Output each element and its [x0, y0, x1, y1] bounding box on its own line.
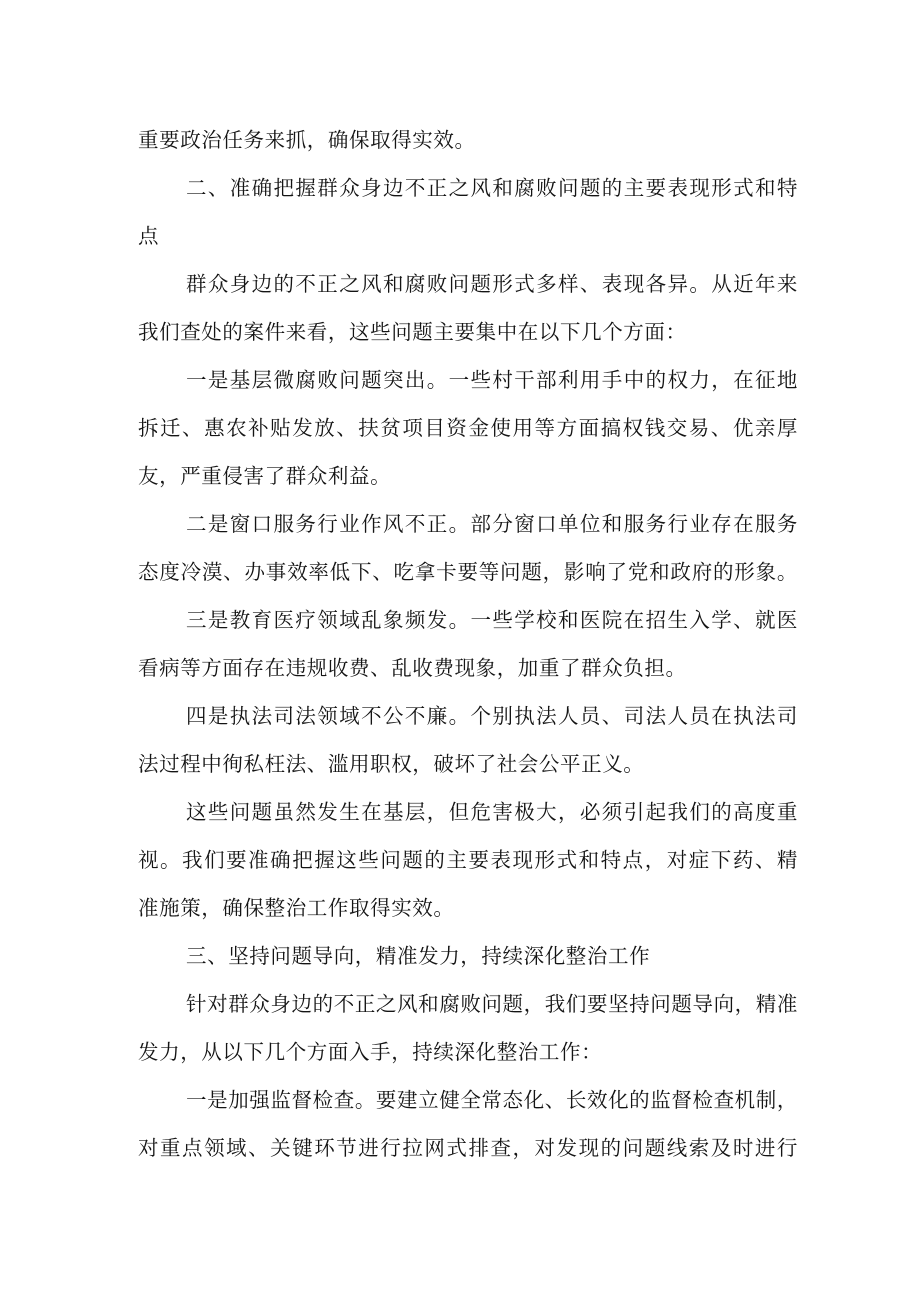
text-line: 一是加强监督检查。要建立健全常态化、长效化的监督检查机制，: [186, 1088, 798, 1112]
text-line: 四是执法司法领域不公不廉。个别执法人员、司法人员在执法司: [186, 704, 798, 728]
text-line: 一是基层微腐败问题突出。一些村干部利用手中的权力，在征地: [186, 368, 798, 392]
section-heading-2: 二、准确把握群众身边不正之风和腐败问题的主要表现形式和特: [186, 176, 798, 200]
section-heading-2-cont: 点: [138, 224, 160, 248]
text-line: 重要政治任务来抓，确保取得实效。: [138, 128, 476, 152]
text-line: 针对群众身边的不正之风和腐败问题，我们要坚持问题导向，精准: [186, 992, 798, 1016]
text-line: 友，严重侵害了群众利益。: [138, 464, 392, 488]
text-line: 三是教育医疗领域乱象频发。一些学校和医院在招生入学、就医: [186, 608, 798, 632]
text-line: 这些问题虽然发生在基层，但危害极大，必须引起我们的高度重: [186, 800, 798, 824]
section-heading-3: 三、坚持问题导向，精准发力，持续深化整治工作: [186, 944, 651, 968]
text-line: 拆迁、惠农补贴发放、扶贫项目资金使用等方面搞权钱交易、优亲厚: [138, 416, 798, 440]
text-line: 发力，从以下几个方面入手，持续深化整治工作：: [138, 1040, 603, 1064]
text-line: 视。我们要准确把握这些问题的主要表现形式和特点，对症下药、精: [138, 848, 798, 872]
text-line: 准施策，确保整治工作取得实效。: [138, 896, 455, 920]
text-line: 二是窗口服务行业作风不正。部分窗口单位和服务行业存在服务: [186, 512, 798, 536]
text-line: 看病等方面存在违规收费、乱收费现象，加重了群众负担。: [138, 656, 687, 680]
text-line: 态度冷漠、办事效率低下、吃拿卡要等问题，影响了党和政府的形象。: [138, 560, 798, 584]
text-line: 对重点领域、关键环节进行拉网式排查，对发现的问题线索及时进行: [138, 1136, 798, 1160]
text-line: 群众身边的不正之风和腐败问题形式多样、表现各异。从近年来: [186, 272, 798, 296]
text-line: 法过程中徇私枉法、滥用职权，破坏了社会公平正义。: [138, 752, 645, 776]
text-line: 我们查处的案件来看，这些问题主要集中在以下几个方面：: [138, 320, 687, 344]
